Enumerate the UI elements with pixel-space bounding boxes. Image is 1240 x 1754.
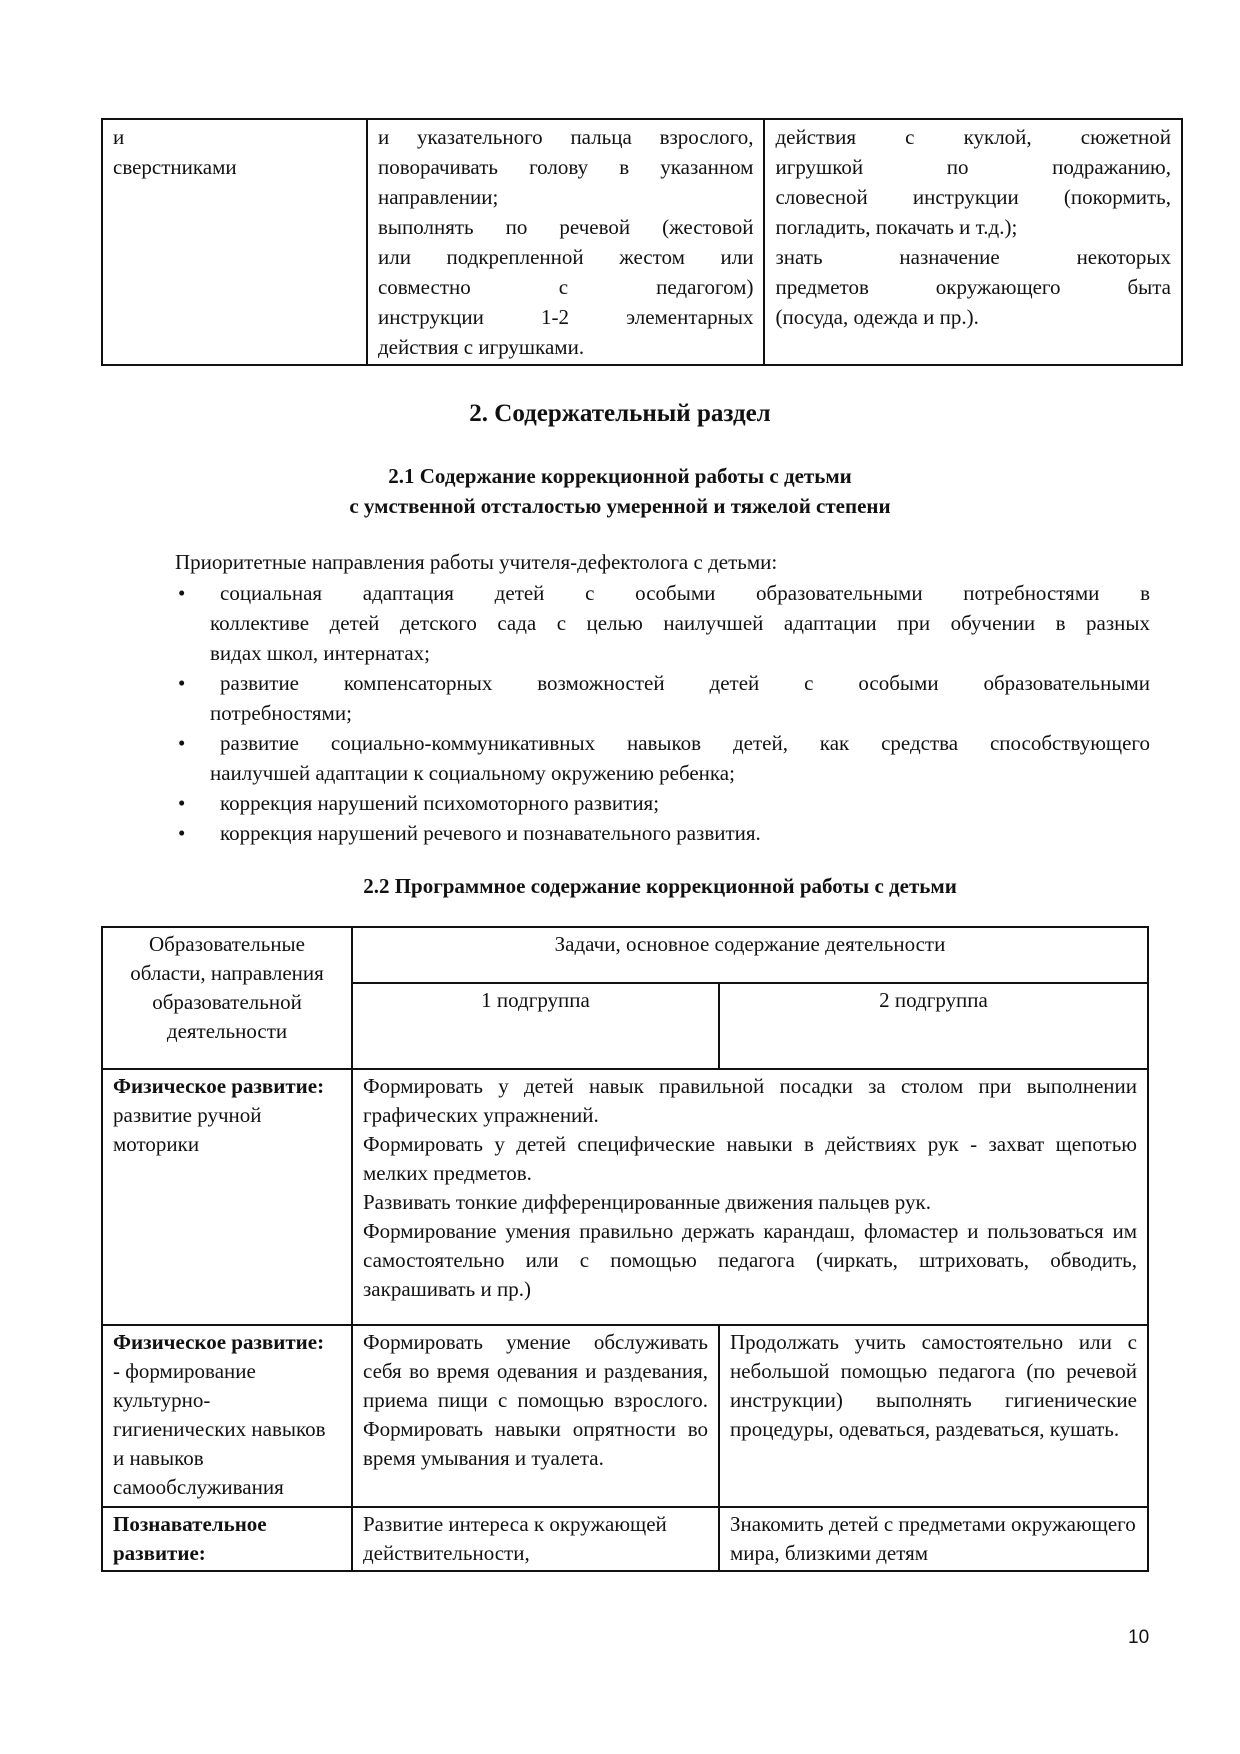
area-title: Познавательное развитие: [113, 1512, 267, 1565]
table-header-row [102, 927, 1148, 983]
program-table [101, 926, 1149, 1572]
table-cell-group1 [367, 119, 764, 365]
area-text: - формирование культурно-гигиенических навыков и навыков самообслуживания [113, 1359, 326, 1499]
list-item-line: социальная адаптация детей с особыми образовательными потребностями в [220, 581, 1150, 605]
table-row [102, 1507, 1148, 1571]
list-item-line: коррекция нарушений речевого и познавательного развития. [220, 821, 761, 845]
bullet-icon: • [178, 791, 186, 815]
group1-cell: Формировать умение обслуживать себя во время одевания и раздевания, приема пищи с помощью взрослого. Формировать навыки опрятности во время умывания и туалета. [352, 1325, 719, 1507]
subsection-title-line: с умственной отсталостью умеренной и тяжелой степени [349, 494, 891, 518]
list-item [170, 578, 1150, 668]
priority-list [170, 578, 1150, 848]
table-row [102, 1069, 1148, 1325]
cell-line: (посуда, одежда и пр.). [775, 305, 979, 329]
content-cell [352, 1069, 1148, 1325]
cell-line: действия с игрушками. [377, 335, 585, 359]
cell-line: выполнять по речевой (жестовой [377, 215, 754, 239]
header-group1: 1 подгруппа [352, 983, 719, 1069]
cell-line: сверстниками [113, 155, 237, 179]
bullet-icon: • [178, 671, 186, 695]
list-item [170, 668, 1150, 728]
cell-line: действия с куклой, сюжетной [775, 125, 1171, 149]
group2-cell: Продолжать учить самостоятельно или с небольшой помощью педагога (по речевой инструкции) выполнять гигиенические процедуры, одеваться, раздеваться, кушать. [719, 1325, 1148, 1507]
cell-line: направлении; [377, 185, 499, 209]
bullet-icon: • [178, 821, 186, 845]
area-title: Физическое развитие: [113, 1074, 325, 1098]
table-row [102, 1325, 1148, 1507]
header-group2: 2 подгруппа [719, 983, 1148, 1069]
cell-line: инструкции 1-2 элементарных [377, 305, 754, 329]
cell-line: поворачивать голову в указанном [377, 155, 754, 179]
list-item-line: потребностями; [210, 701, 352, 725]
cell-line: или подкрепленной жестом или [377, 245, 754, 269]
list-item-line: коллективе детей детского сада с целью наилучшей адаптации при обучении в разных [210, 611, 1150, 635]
continuation-table [101, 118, 1183, 366]
page-number: 10 [1128, 1627, 1150, 1648]
table-cell-area [102, 119, 367, 365]
cell-line: совместно с педагогом) [377, 275, 754, 299]
content-paragraph: Формировать у детей специфические навыки в действиях рук - захват щепотью мелких предметов. [363, 1132, 1137, 1185]
bullet-icon: • [178, 731, 186, 755]
intro-paragraph: Приоритетные направления работы учителя-дефектолога с детьми: [175, 550, 778, 574]
content-paragraph: Развивать тонкие дифференцированные движения пальцев рук. [363, 1190, 931, 1214]
area-title: Физическое развитие: [113, 1330, 325, 1354]
list-item-line: видах школ, интернатах; [210, 641, 430, 665]
area-cell [102, 1325, 352, 1507]
list-item [170, 728, 1150, 788]
list-item-line: развитие социально-коммуникативных навыков детей, как средства способствующего [220, 731, 1150, 755]
table-cell-group2 [764, 119, 1182, 365]
subsection-title-line: 2.1 Содержание коррекционной работы с детьми [388, 464, 852, 488]
group2-cell: Знакомить детей с предметами окружающего мира, близкими детям [719, 1507, 1148, 1571]
cell-line: и указательного пальца взрослого, [377, 125, 754, 149]
group1-cell: Развитие интереса к окружающей действительности, [352, 1507, 719, 1571]
area-cell [102, 1069, 352, 1325]
table-row [102, 119, 1182, 365]
bullet-icon: • [178, 581, 186, 605]
cell-line: игрушкой по подражанию, [775, 155, 1171, 179]
cell-line: знать назначение некоторых [775, 245, 1171, 269]
section-title: 2. Содержательный раздел [469, 400, 771, 427]
header-areas: Образовательные области, направления образовательной деятельности [102, 927, 352, 1069]
area-cell [102, 1507, 352, 1571]
cell-line: словесной инструкции (покормить, [775, 185, 1171, 209]
cell-line: погладить, покачать и т.д.); [775, 215, 1018, 239]
cell-line: предметов окружающего быта [775, 275, 1171, 299]
cell-line: и [113, 125, 125, 149]
area-text: развитие ручной моторики [113, 1103, 262, 1156]
subsection-title-2-1 [0, 461, 1240, 521]
content-paragraph: Формирование умения правильно держать карандаш, фломастер и пользоваться им самостоятельно или с помощью педагога (чиркать, штриховать, обводить, закрашивать и пр.) [363, 1219, 1137, 1301]
list-item [170, 788, 1150, 818]
subsection-title-2-2: 2.2 Программное содержание коррекционной работы с детьми [363, 874, 957, 898]
header-tasks: Задачи, основное содержание деятельности [352, 927, 1148, 983]
content-paragraph: Формировать у детей навык правильной посадки за столом при выполнении графических упражнений. [363, 1074, 1137, 1127]
list-item [170, 818, 1150, 848]
list-item-line: наилучшей адаптации к социальному окружению ребенка; [210, 761, 735, 785]
list-item-line: развитие компенсаторных возможностей детей с особыми образовательными [220, 671, 1150, 695]
list-item-line: коррекция нарушений психомоторного развития; [220, 791, 660, 815]
